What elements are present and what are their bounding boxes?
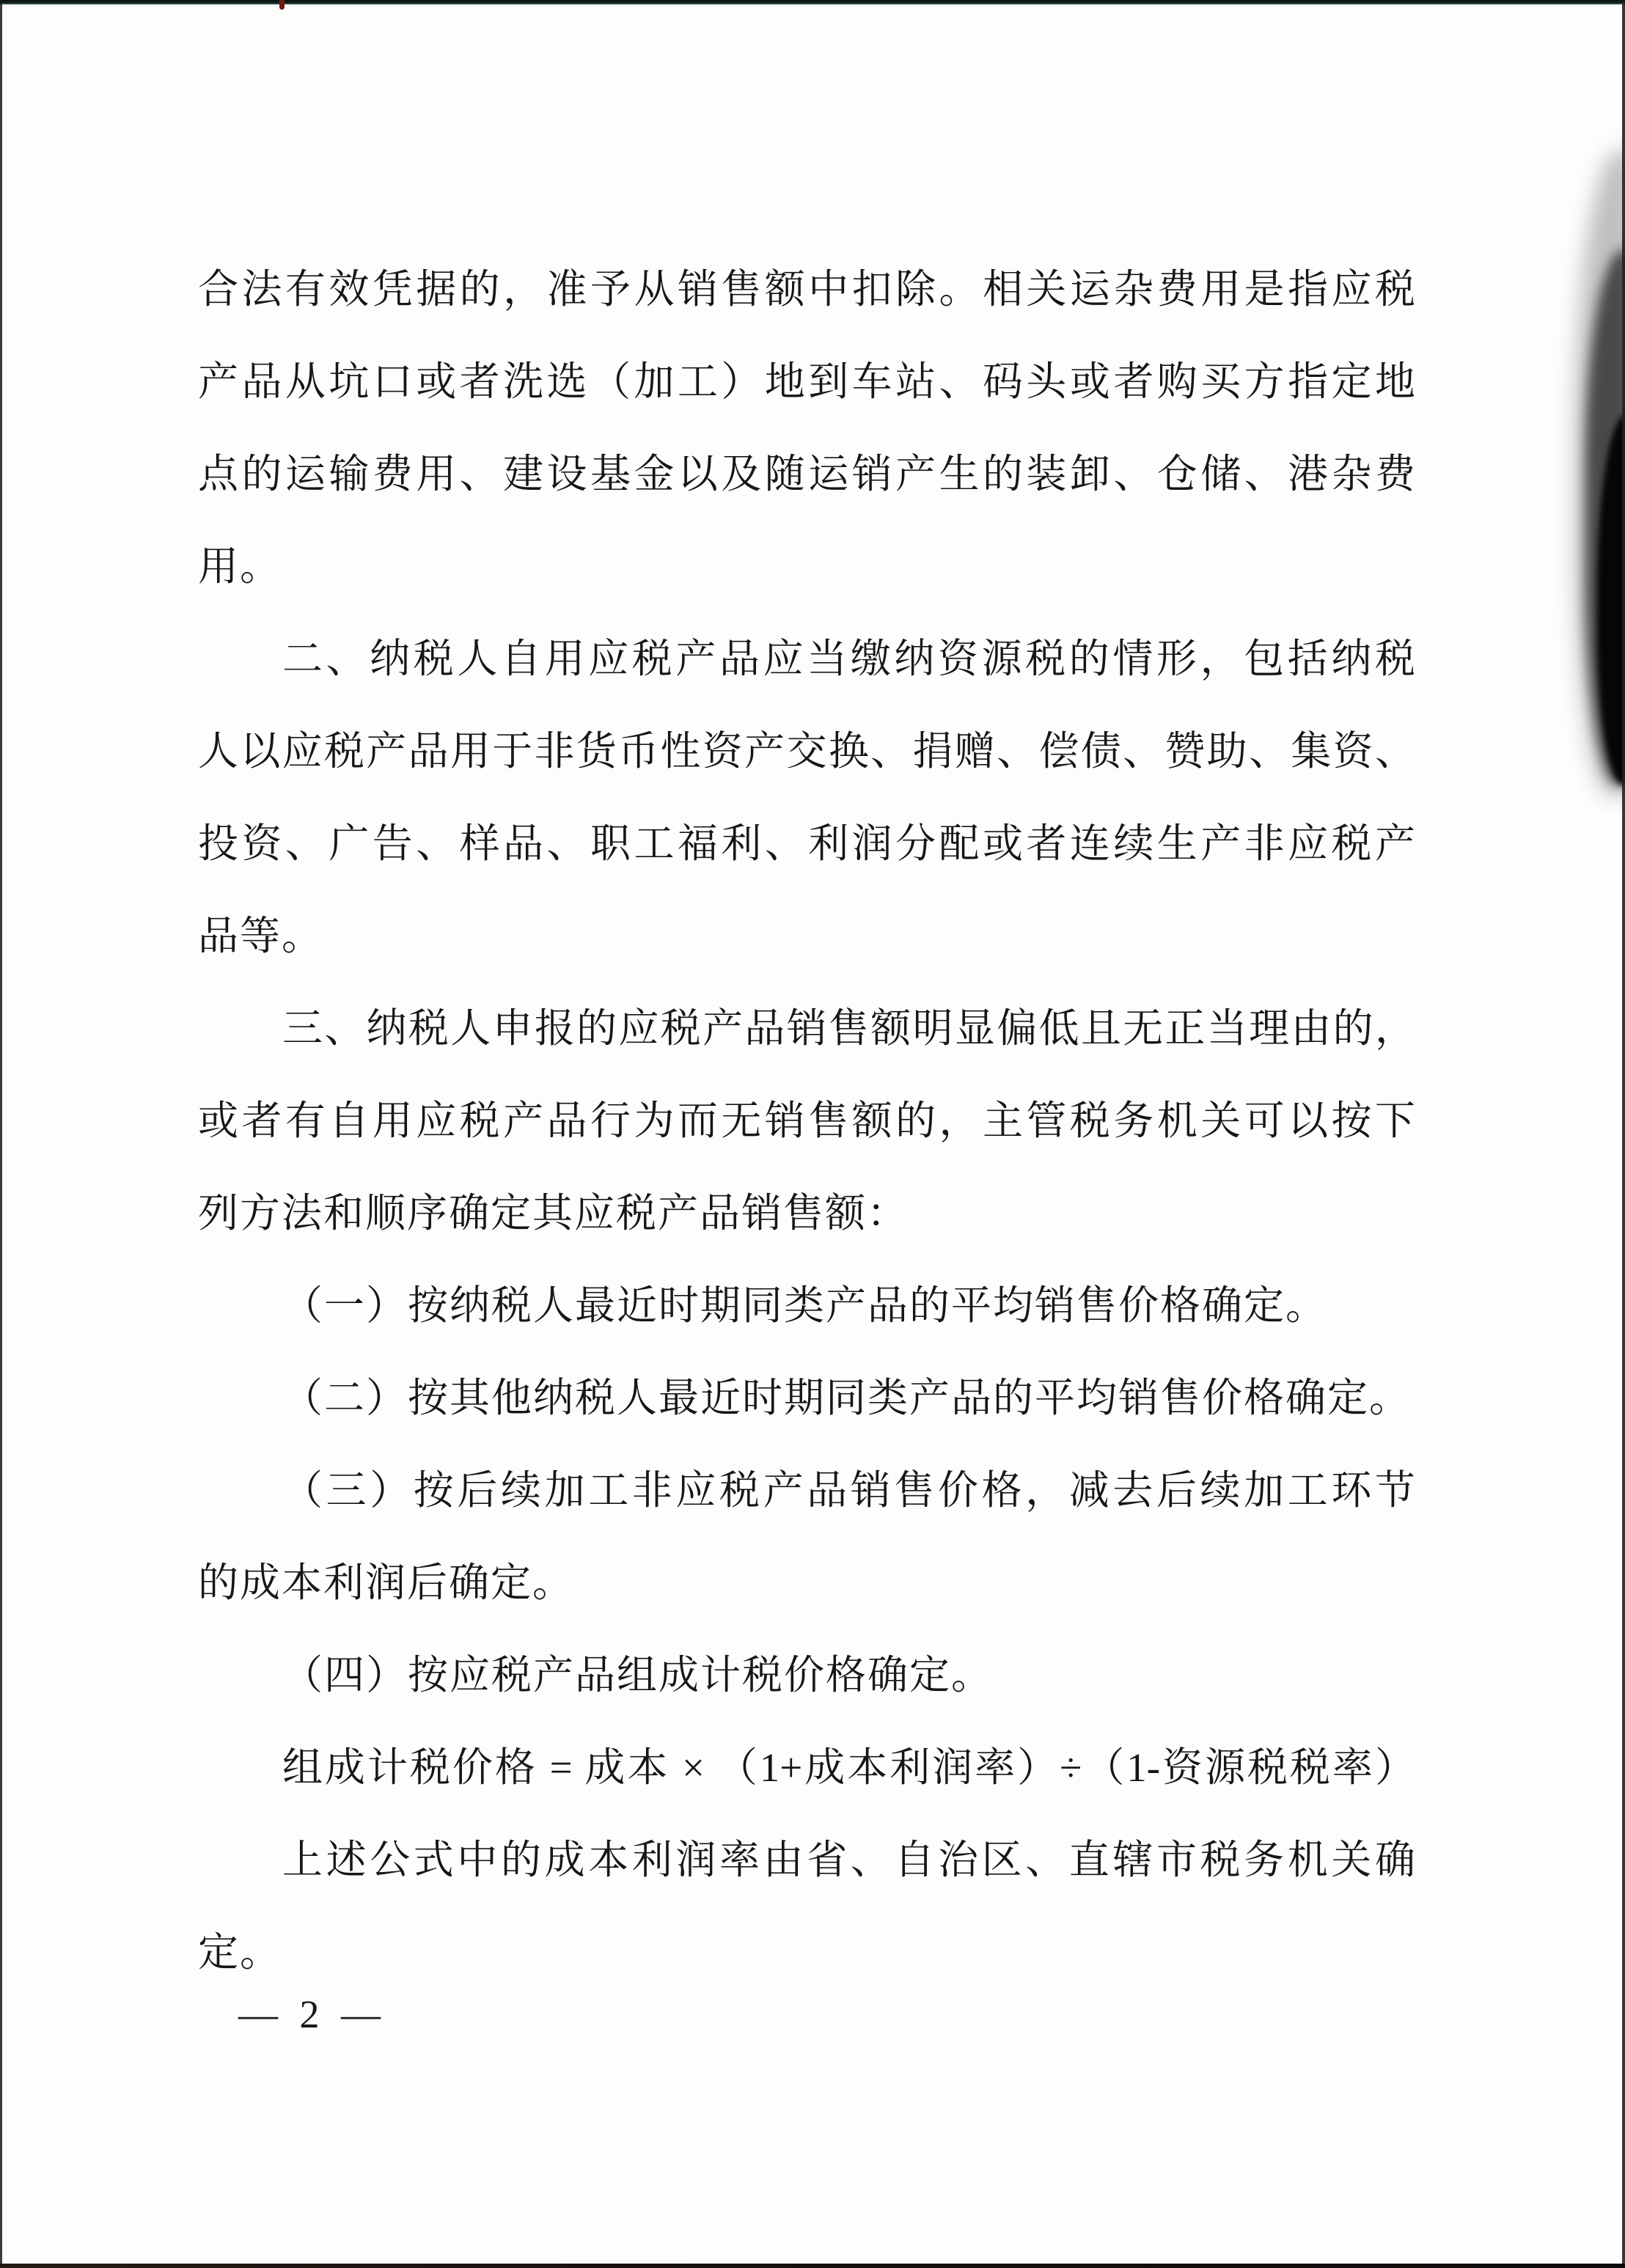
text-line: 产品从坑口或者洗选（加工）地到车站、码头或者购买方指定地 xyxy=(198,359,1415,404)
text-line: 列方法和顺序确定其应税产品销售额： xyxy=(198,1191,909,1236)
text-line: 上述公式中的成本利润率由省、自治区、直辖市税务机关确 xyxy=(282,1838,1415,1882)
scan-edge-right xyxy=(1622,4,1625,2268)
text-line: 组成计税价格 = 成本 × （1+成本利润率）÷（1-资源税税率） xyxy=(282,1745,1415,1790)
scan-red-tick xyxy=(279,0,285,10)
text-line: 二、纳税人自用应税产品应当缴纳资源税的情形，包括纳税 xyxy=(282,636,1415,681)
text-line: 或者有自用应税产品行为而无销售额的，主管税务机关可以按下 xyxy=(198,1098,1415,1143)
text-line: 合法有效凭据的，准予从销售额中扣除。相关运杂费用是指应税 xyxy=(198,267,1415,312)
text-line: 三、纳税人申报的应税产品销售额明显偏低且无正当理由的， xyxy=(282,1006,1415,1051)
text-line: 人以应税产品用于非货币性资产交换、捐赠、偿债、赞助、集资、 xyxy=(198,729,1415,774)
text-line: （四）按应税产品组成计税价格确定。 xyxy=(282,1653,994,1698)
text-line: （三）按后续加工非应税产品销售价格，减去后续加工环节 xyxy=(282,1468,1415,1513)
text-line: （一）按纳税人最近时期同类产品的平均销售价格确定。 xyxy=(282,1283,1328,1328)
text-line: 的成本利润后确定。 xyxy=(198,1560,575,1605)
scan-edge-left xyxy=(0,0,2,2268)
text-line: 点的运输费用、建设基金以及随运销产生的装卸、仓储、港杂费 xyxy=(198,452,1415,496)
scan-edge-bottom xyxy=(0,2264,1625,2268)
document-body xyxy=(198,243,1415,1999)
text-line: （二）按其他纳税人最近时期同类产品的平均销售价格确定。 xyxy=(282,1376,1412,1420)
text-line: 定。 xyxy=(198,1930,282,1975)
page-number: — 2 — xyxy=(238,1992,382,2036)
text-line: 投资、广告、样品、职工福利、利润分配或者连续生产非应税产 xyxy=(198,821,1415,866)
text-line: 用。 xyxy=(198,544,282,589)
scan-edge-top xyxy=(0,0,1625,4)
text-line: 品等。 xyxy=(198,914,324,958)
